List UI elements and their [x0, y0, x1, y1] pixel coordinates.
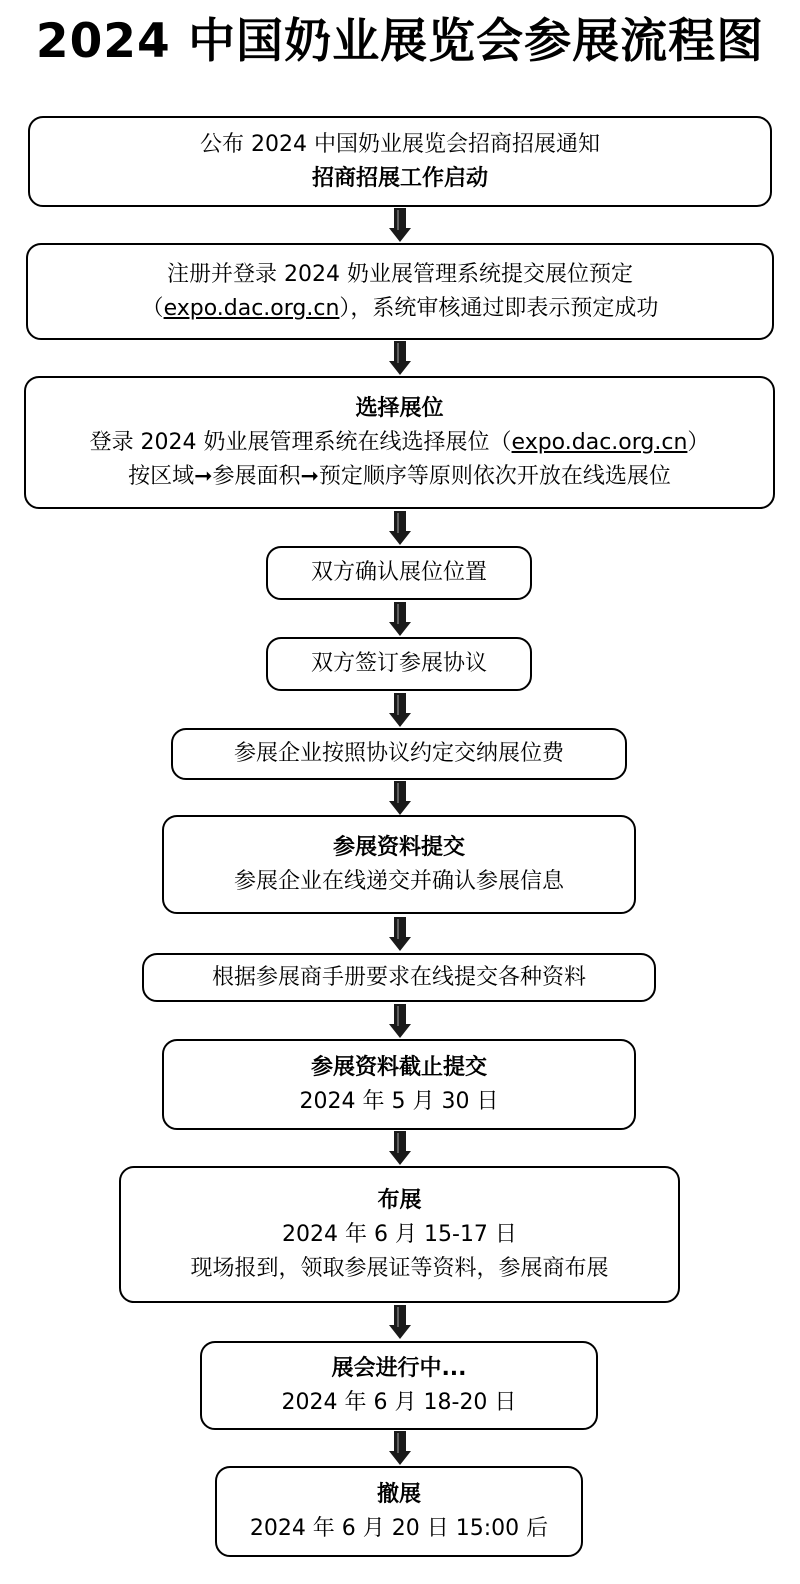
flow-arrow-icon [389, 781, 411, 815]
flow-arrow-icon [389, 917, 411, 951]
step-text-line: 注册并登录 2024 奶业展管理系统提交展位预定 [167, 261, 633, 287]
step-text-line [90, 426, 710, 460]
flow-arrow-icon [389, 1305, 411, 1339]
page-title: 2024 中国奶业展览会参展流程图 [35, 13, 765, 69]
step-text-line: 2024 年 6 月 18-20 日 [281, 1389, 517, 1415]
step-text-line: 2024 年 6 月 15-17 日 [282, 1221, 517, 1247]
step-text-line [142, 292, 659, 326]
step-text-line: 根据参展商手册要求在线提交各种资料 [211, 964, 586, 990]
step-deadline-box [162, 1039, 636, 1130]
step-text: ），系统审核通过即表示预定成功 [339, 295, 659, 321]
flow-arrow-icon [389, 1431, 411, 1465]
website-link[interactable]: expo.dac.org.cn [163, 295, 340, 321]
step-confirm-location-box [266, 546, 532, 600]
step-text-line: 双方签订参展协议 [310, 651, 487, 676]
step-heading: 撤展 [376, 1481, 421, 1507]
step-submit-materials-box [162, 815, 636, 914]
step-register-box [26, 243, 774, 340]
step-text-line: 参展企业按照协议约定交纳展位费 [233, 741, 564, 766]
step-text: 登录 2024 奶业展管理系统在线选择展位（ [89, 429, 512, 455]
step-heading: 展会进行中... [331, 1355, 467, 1381]
step-text-line: 公布 2024 中国奶业展览会招商招展通知 [200, 131, 600, 157]
step-heading: 招商招展工作启动 [311, 165, 488, 191]
flow-arrow-icon [389, 208, 411, 242]
step-text-line: 双方确认展位位置 [310, 560, 487, 585]
step-select-booth-box [24, 376, 775, 509]
step-text-line: 参展企业在线递交并确认参展信息 [233, 868, 564, 894]
step-text-line: 现场报到，领取参展证等资料，参展商布展 [190, 1255, 609, 1281]
flow-arrow-icon [389, 511, 411, 545]
step-heading: 选择展位 [355, 395, 444, 421]
step-submit-documents-box [142, 953, 656, 1002]
step-text-line: 按区域➞参展面积➞预定顺序等原则依次开放在线选展位 [128, 463, 671, 489]
step-heading: 参展资料截止提交 [310, 1054, 487, 1080]
step-announce-box [28, 116, 772, 207]
step-text: （ [141, 295, 164, 321]
step-sign-agreement-box [266, 637, 532, 691]
step-setup-box [119, 1166, 680, 1303]
flow-arrow-icon [389, 602, 411, 636]
step-teardown-box [215, 1466, 583, 1557]
step-pay-fee-box [171, 728, 627, 780]
flow-arrow-icon [389, 1131, 411, 1165]
flow-arrow-icon [389, 341, 411, 375]
website-link[interactable]: expo.dac.org.cn [511, 429, 688, 455]
step-text-line: 2024 年 5 月 30 日 [299, 1088, 499, 1114]
step-text-line: 2024 年 6 月 20 日 15:00 后 [249, 1515, 549, 1541]
step-in-progress-box [200, 1341, 598, 1430]
step-text: ） [687, 429, 710, 455]
step-heading: 布展 [377, 1187, 422, 1213]
flow-arrow-icon [389, 1004, 411, 1038]
flow-arrow-icon [389, 693, 411, 727]
step-heading: 参展资料提交 [332, 834, 465, 860]
